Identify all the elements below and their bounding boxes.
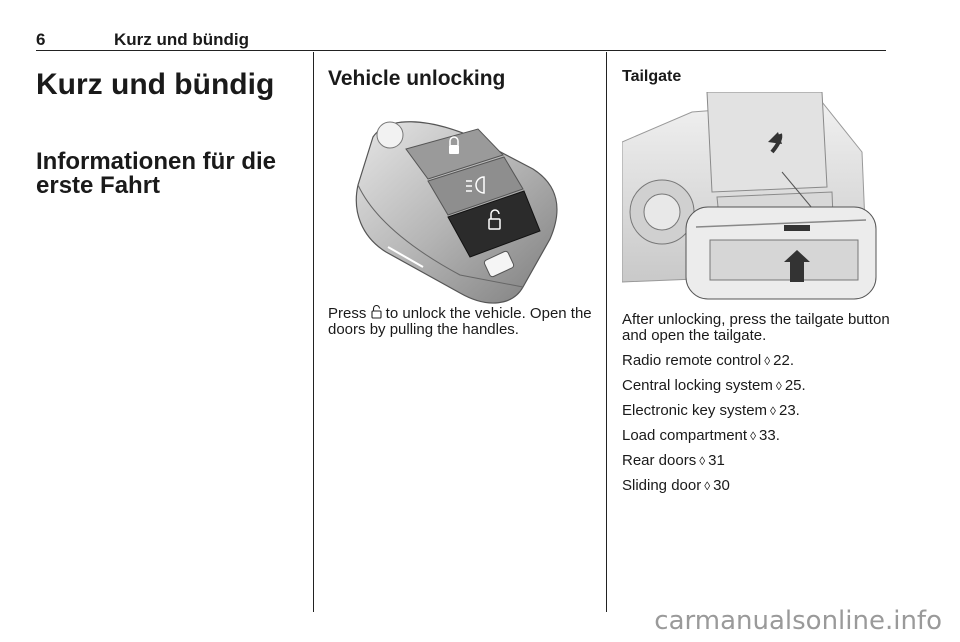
cross-reference[interactable]: Sliding door ◊ 30 [622,477,730,494]
page-number: 6 [36,30,46,49]
left-column [36,60,298,198]
vehicle-unlocking-heading: Vehicle unlocking [328,67,506,90]
unlock-padlock-icon [371,305,382,319]
page-reference-icon: ◊ [704,479,711,493]
cross-reference[interactable]: Central locking system ◊ 25. [622,377,806,394]
cross-reference[interactable]: Rear doors ◊ 31 [622,452,725,469]
tailgate-instructions: After unlocking, press the tailgate button and open the tailgate. [622,311,890,344]
tailgate-illustration [622,92,878,302]
column-divider [313,52,314,612]
section-title: Informationen für die erste Fahrt [36,148,276,199]
cross-reference-list [622,353,892,494]
key-fob-illustration [328,97,588,307]
column-divider [606,52,607,612]
unlock-instructions: Press to unlock the vehicle. Open the doors by pulling the handles. [328,305,592,338]
right-column [622,60,892,503]
page-header [36,30,886,51]
chapter-title: Kurz und bündig [36,68,275,101]
watermark: carmanualsonline.info [654,606,942,636]
page-reference-icon: ◊ [750,429,757,443]
middle-column [328,60,593,338]
page-reference-icon: ◊ [770,404,776,418]
page-reference-icon: ◊ [764,354,771,368]
page-reference-icon: ◊ [699,454,706,468]
running-title: Kurz und bündig [114,30,250,49]
cross-reference[interactable]: Radio remote control ◊ 22. [622,352,795,369]
cross-reference[interactable]: Load compartment ◊ 33. [622,427,780,444]
cross-reference[interactable]: Electronic key system ◊ 23. [622,402,800,419]
page-reference-icon: ◊ [775,379,782,393]
tailgate-heading: Tailgate [622,68,682,85]
